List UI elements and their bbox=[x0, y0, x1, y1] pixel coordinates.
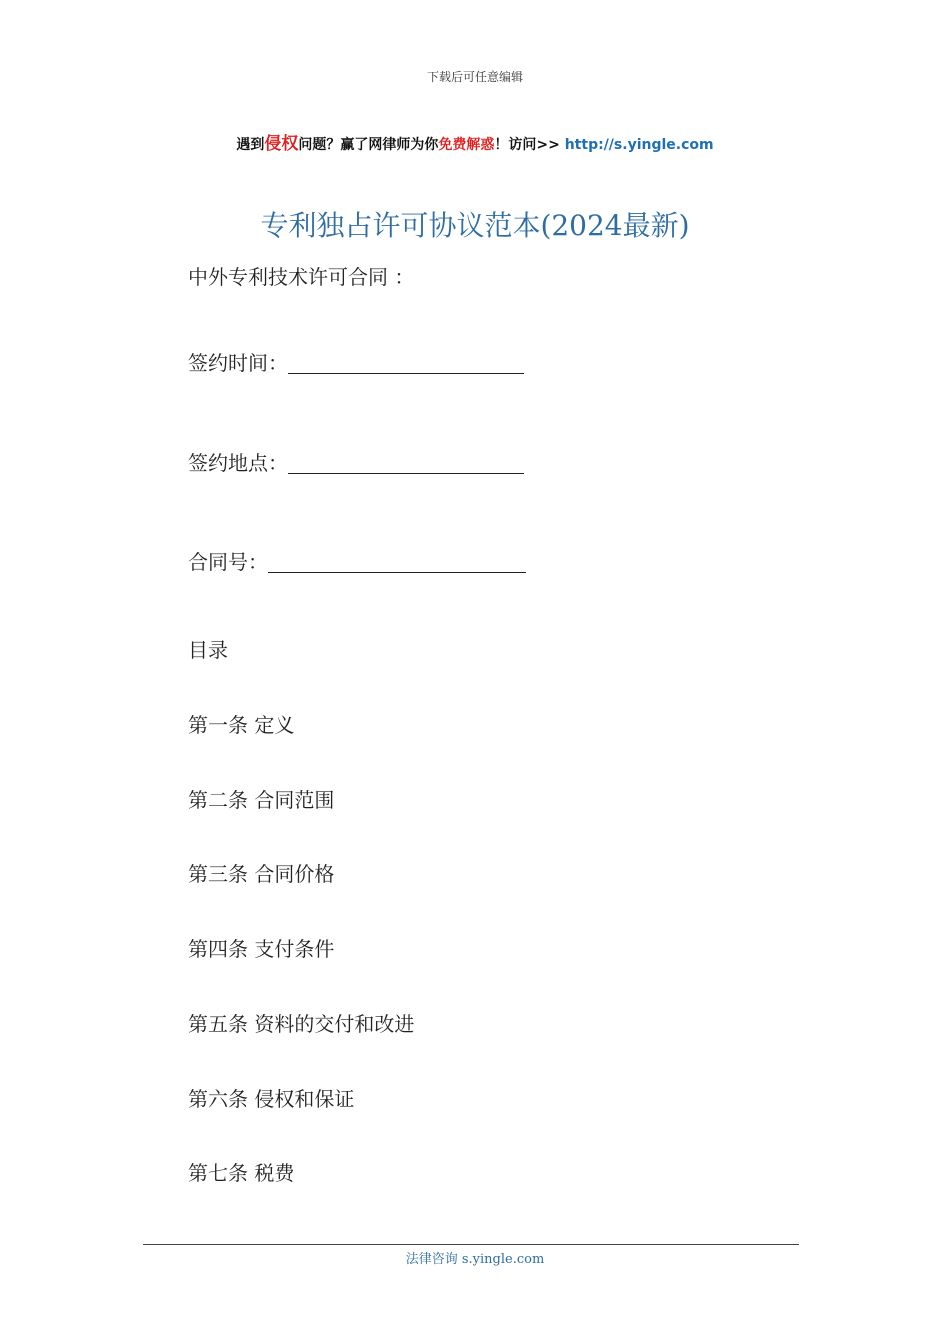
promo-highlight-free: 免费解惑 bbox=[438, 137, 495, 153]
footer-text[interactable]: 法律咨询 s.yingle.com bbox=[405, 1252, 545, 1267]
sign-time-label: 签约时间： bbox=[188, 351, 288, 375]
promo-middle: 问题？赢了网律师为你 bbox=[298, 137, 439, 153]
toc-item: 第七条 税费 bbox=[188, 1161, 295, 1185]
promo-prefix: 遇到 bbox=[236, 137, 265, 153]
promo-suffix: ！访问>> bbox=[494, 137, 560, 153]
document-title: 专利独占许可协议范本(2024最新) bbox=[260, 209, 690, 242]
header-note: 下载后可任意编辑 bbox=[426, 70, 523, 84]
sign-place-label: 签约地点： bbox=[188, 451, 288, 475]
toc-item: 第六条 侵权和保证 bbox=[188, 1087, 355, 1111]
contract-no-field bbox=[188, 546, 526, 575]
sign-time-field bbox=[188, 347, 524, 376]
contract-no-label: 合同号： bbox=[188, 550, 268, 574]
toc-item: 第三条 合同价格 bbox=[188, 862, 335, 886]
toc-heading: 目录 bbox=[188, 638, 228, 662]
contract-no-blank bbox=[268, 552, 526, 573]
promo-banner bbox=[0, 129, 950, 154]
toc-item: 第四条 支付条件 bbox=[188, 937, 335, 961]
sign-time-blank bbox=[288, 353, 524, 374]
toc-item: 第五条 资料的交付和改进 bbox=[188, 1012, 415, 1036]
toc-item: 第二条 合同范围 bbox=[188, 788, 335, 812]
promo-link[interactable]: http://s.yingle.com bbox=[564, 137, 714, 153]
toc-item: 第一条 定义 bbox=[188, 713, 295, 737]
sign-place-field bbox=[188, 447, 524, 476]
document-subtitle: 中外专利技术许可合同 ： bbox=[188, 265, 415, 289]
footer-divider bbox=[143, 1244, 799, 1245]
promo-highlight-infringement: 侵权 bbox=[264, 134, 299, 154]
sign-place-blank bbox=[288, 453, 524, 474]
